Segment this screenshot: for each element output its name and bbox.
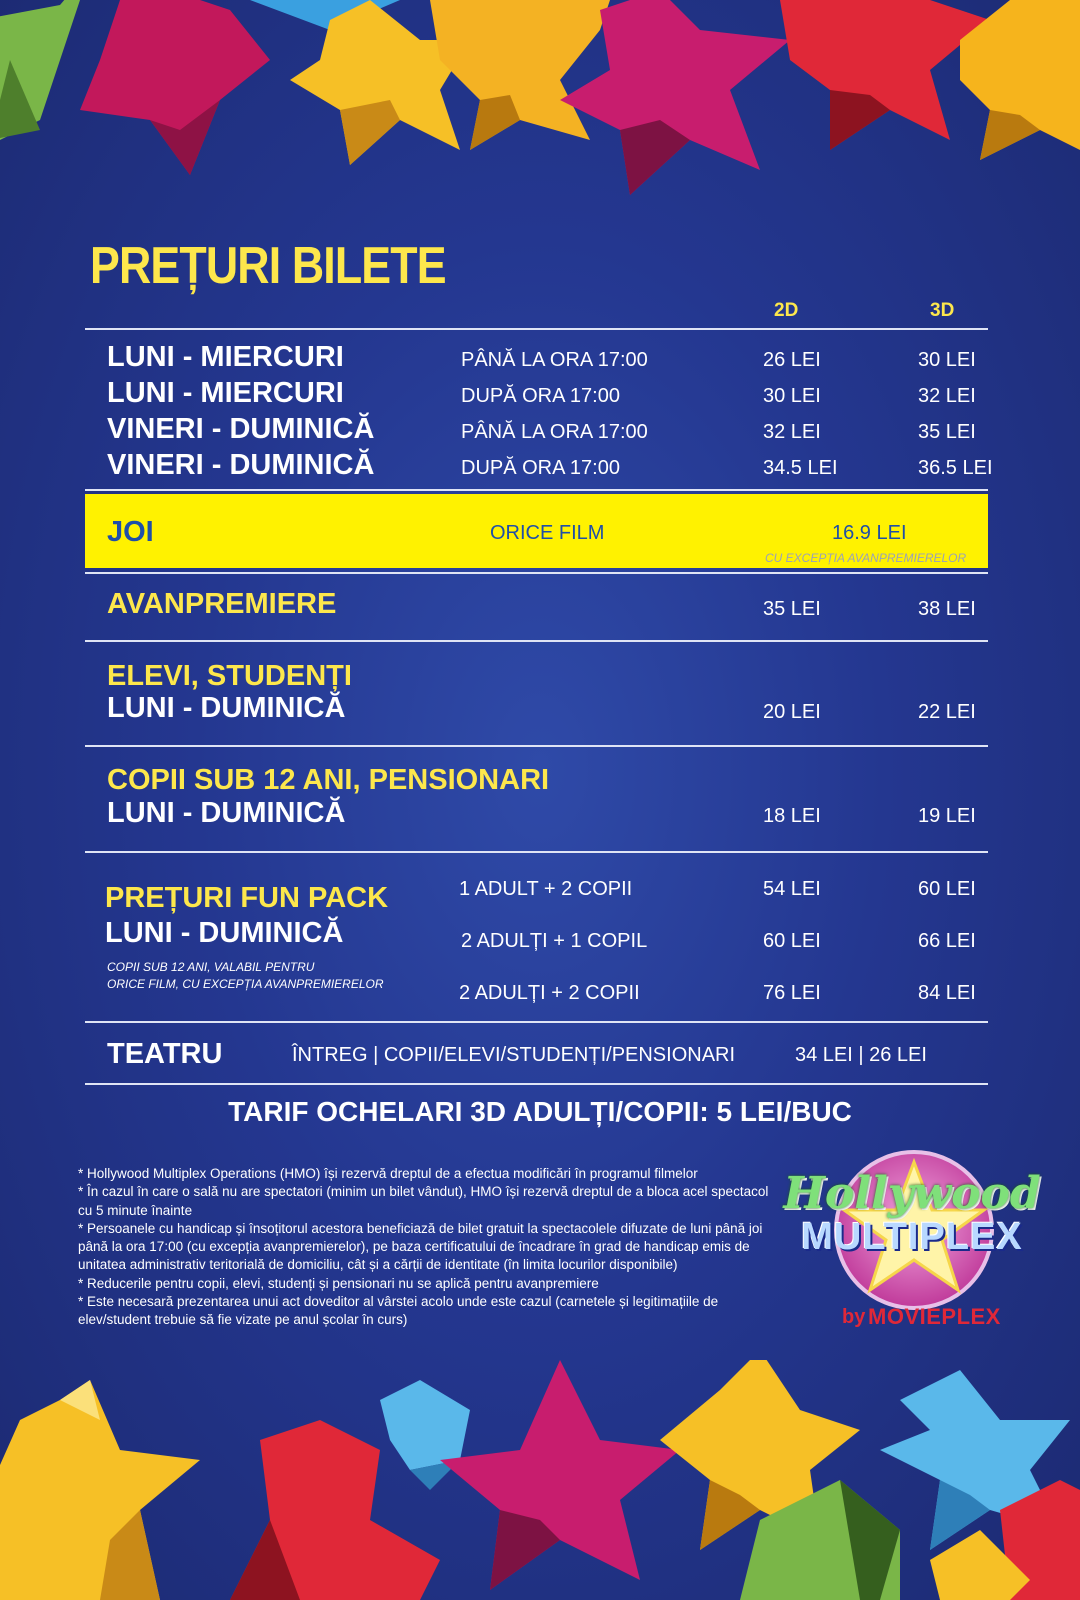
hollywood-multiplex-logo <box>782 1148 1042 1348</box>
joi-price: 16.9 LEI <box>832 522 907 544</box>
elevi-days: LUNI - DUMINICĂ <box>107 692 346 724</box>
copii-label: COPII SUB 12 ANI, PENSIONARI <box>107 764 550 796</box>
row-time: DUPĂ ORA 17:00 <box>461 385 620 407</box>
row-price-3d: 35 LEI <box>918 421 976 443</box>
divider <box>85 572 988 574</box>
glasses-fee: TARIF OCHELARI 3D ADULȚI/COPII: 5 LEI/BUC <box>228 1096 852 1127</box>
logo-by: by <box>842 1306 866 1328</box>
elevi-price-2d: 20 LEI <box>763 701 821 723</box>
avanpremiere-price-3d: 38 LEI <box>918 598 976 620</box>
footnote: * În cazul în care o sală nu are spectatori (minim un bilet vândut), HMO își rezervă dreptul de a bloca acel spectacol cu 5 minute înainte <box>78 1184 769 1218</box>
funpack-days: LUNI - DUMINICĂ <box>105 917 344 949</box>
funpack-price-3d: 60 LEI <box>918 878 976 900</box>
row-day: LUNI - MIERCURI <box>107 377 344 409</box>
joi-film-label: ORICE FILM <box>490 522 605 544</box>
footnote: * Hollywood Multiplex Operations (HMO) își rezervă dreptul de a efectua modificări în programul filmelor <box>78 1166 698 1181</box>
funpack-combo: 2 ADULȚI + 1 COPIL <box>461 930 648 952</box>
logo-text-hollywood: Hollywood <box>783 1168 1041 1219</box>
divider <box>85 745 988 747</box>
divider <box>85 489 988 491</box>
logo-brand: MOVIEPLEX <box>868 1304 1001 1329</box>
copii-days: LUNI - DUMINICĂ <box>107 797 346 829</box>
funpack-price-2d: 76 LEI <box>763 982 821 1004</box>
funpack-price-2d: 54 LEI <box>763 878 821 900</box>
elevi-label: ELEVI, STUDENȚI <box>107 660 352 692</box>
stars-top-decoration <box>0 0 1080 220</box>
row-price-2d: 30 LEI <box>763 385 821 407</box>
elevi-price-3d: 22 LEI <box>918 701 976 723</box>
copii-price-3d: 19 LEI <box>918 805 976 827</box>
row-price-2d: 34.5 LEI <box>763 457 838 479</box>
footnote: * Reducerile pentru copii, elevi, studenți și pensionari nu se aplică pentru avanpremiere <box>78 1275 599 1291</box>
divider <box>85 851 988 853</box>
avanpremiere-price-2d: 35 LEI <box>763 598 821 620</box>
row-day: VINERI - DUMINICĂ <box>107 449 375 481</box>
row-price-3d: 30 LEI <box>918 349 976 371</box>
joi-day-label: JOI <box>107 516 154 548</box>
joi-note: CU EXCEPȚIA AVANPREMIERELOR <box>765 551 967 565</box>
column-header-3d: 3D <box>930 300 955 321</box>
logo-text-multiplex: MULTIPLEX <box>801 1216 1023 1258</box>
page-title: PREȚURI BILETE <box>90 237 446 295</box>
funpack-combo: 1 ADULT + 2 COPII <box>459 878 633 900</box>
row-price-3d: 32 LEI <box>918 385 976 407</box>
copii-price-2d: 18 LEI <box>763 805 821 827</box>
funpack-price-3d: 66 LEI <box>918 930 976 952</box>
row-price-2d: 26 LEI <box>763 349 821 371</box>
funpack-price-2d: 60 LEI <box>763 930 821 952</box>
divider <box>85 640 988 642</box>
teatru-label: TEATRU <box>107 1038 223 1070</box>
funpack-label: PREȚURI FUN PACK <box>105 882 389 914</box>
divider <box>85 1083 988 1085</box>
funpack-note-line1: COPII SUB 12 ANI, VALABIL PENTRU <box>107 960 315 974</box>
row-time: DUPĂ ORA 17:00 <box>461 457 620 479</box>
row-price-3d: 36.5 LEI <box>918 457 993 479</box>
funpack-combo: 2 ADULȚI + 2 COPII <box>459 982 640 1004</box>
footnotes <box>78 1165 778 1330</box>
funpack-price-3d: 84 LEI <box>918 982 976 1004</box>
stars-bottom-decoration <box>0 1360 1080 1600</box>
teatru-price: 34 LEI | 26 LEI <box>795 1044 927 1066</box>
teatru-description: ÎNTREG | COPII/ELEVI/STUDENȚI/PENSIONARI <box>292 1044 736 1066</box>
row-time: PÂNĂ LA ORA 17:00 <box>461 421 648 443</box>
row-day: LUNI - MIERCURI <box>107 341 344 373</box>
funpack-note-line2: ORICE FILM, CU EXCEPȚIA AVANPREMIERELOR <box>107 977 384 991</box>
row-price-2d: 32 LEI <box>763 421 821 443</box>
divider <box>85 1021 988 1023</box>
column-header-2d: 2D <box>774 300 799 321</box>
divider <box>85 328 988 330</box>
row-time: PÂNĂ LA ORA 17:00 <box>461 349 648 371</box>
avanpremiere-label: AVANPREMIERE <box>107 588 337 620</box>
footnote: * Este necesară prezentarea unui act doveditor al vârstei acolo unde este cazul (carnetele și legitimațiile de elev/student trebuie să fie vizate pe anul școlar în curs) <box>78 1294 719 1328</box>
footnote: * Persoanele cu handicap și însoțitorul acestora beneficiază de bilet gratuit la spectacolele difuzate de luni până joi până la ora 17:00 (cu excepția avanpremierelor), pe baza certificatului de încadrare în grad de handicap emis de unitatea administrativ teritorială de domiciliu, cât și a cărții de identitate (în limita locurilor disponibile) <box>78 1220 763 1273</box>
row-day: VINERI - DUMINICĂ <box>107 413 375 445</box>
